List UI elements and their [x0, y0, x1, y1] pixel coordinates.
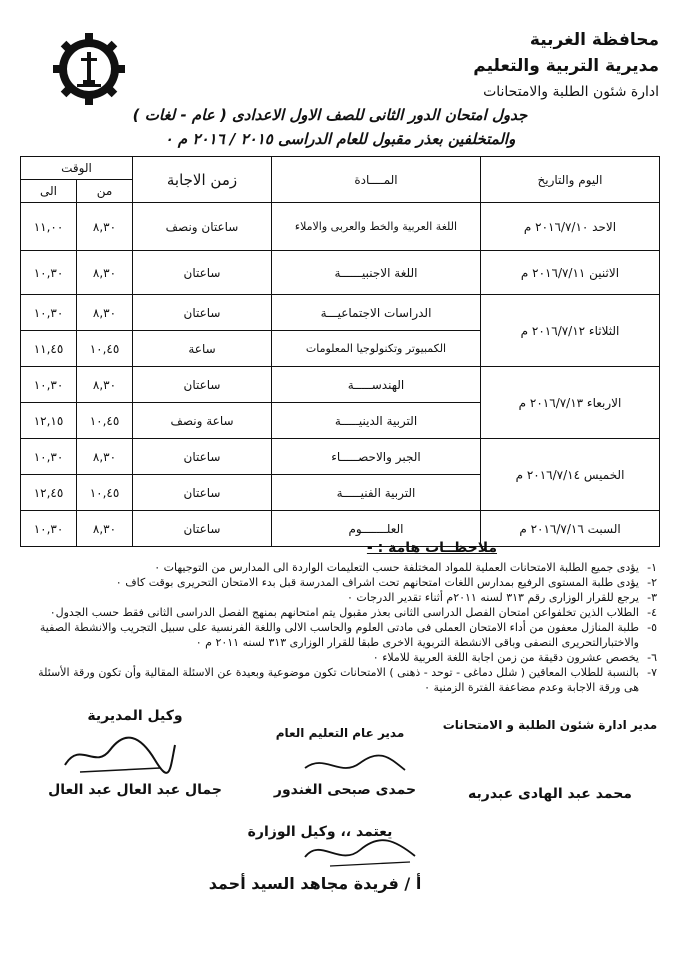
administration-name: ادارة شئون الطلبة والامتحانات	[483, 84, 659, 100]
schedule-title-line2: والمتخلفين بعذر مقبول للعام الدراسى ٢٠١٥ / ٢٠١٦ م ٠	[164, 130, 516, 148]
cell-day: الخميس ٢٠١٦/٧/١٤ م	[481, 439, 660, 511]
cell-day: السبت ٢٠١٦/٧/١٦ م	[481, 511, 660, 547]
note-item: والاختبارالتحريرى النصفى وباقى الانشطة التربوية الاخرى طبقا للقرار الوزارى ٣١٣ لسنه ٢٠١١ م ٠	[195, 636, 639, 649]
note-item: ٥-طلبة المنازل معفون من أداء الامتحان العملى فى مادتى العلوم والحاسب الالى واللغة الفرنسية على سبيل التجريب والانشطة الصفية	[39, 621, 657, 634]
signature-title-student-affairs: مدير ادارة شئون الطلبة و الامتحانات	[442, 718, 658, 732]
header-day-date: اليوم والتاريخ	[481, 157, 660, 203]
note-item: ٢-يؤدى طلبة المستوى الرفيع بمدارس اللغات امتحانهم تحت اشراف المدرسة قبل بدء الامتحان التحريرى بوقت كاف ٠	[115, 576, 657, 589]
note-item: ٣-يرجع للقرار الوزارى رقم ٣١٣ لسنه ٢٠١١م أثناء تقدير الدرجات ٠	[346, 591, 657, 604]
table-row	[21, 511, 660, 547]
note-item: ٦-يخصص عشرون دقيقة من زمن اجابة اللغة العربية للاملاء ٠	[372, 651, 657, 664]
cell-from: ٨,٣٠	[77, 203, 133, 251]
cell-day: الثلاثاء ٢٠١٦/٧/١٢ م	[481, 295, 660, 367]
note-item: هى ورقة الاجابة وعدم مضاعفة الفترة الزمنية ٠	[424, 681, 639, 694]
signature-name-deputy-directorate: جمال عبد العال عبد العال	[48, 782, 222, 798]
notes-title: ملاحظــات هامة : -	[366, 540, 497, 556]
cell-subject: اللغة العربية والخط والعربى والاملاء	[272, 203, 481, 251]
cell-duration: ساعتان	[133, 475, 272, 511]
cell-from: ٨,٣٠	[77, 367, 133, 403]
cell-subject: اللغة الاجنبيــــــة	[272, 251, 481, 295]
table-row	[21, 203, 660, 251]
cell-to: ١١,٠٠	[21, 203, 77, 251]
header-time: الوقت	[21, 157, 133, 180]
header-subject: المــــادة	[272, 157, 481, 203]
schedule-title-line1: جدول امتحان الدور الثانى للصف الاول الاعدادى ( عام - لغات )	[132, 106, 528, 124]
cell-subject: الدراسات الاجتماعيـــة	[272, 295, 481, 331]
cell-from: ٨,٣٠	[77, 251, 133, 295]
cell-duration: ساعتان	[133, 439, 272, 475]
cell-duration: ساعتان	[133, 511, 272, 547]
table-row	[21, 439, 660, 475]
note-item: ٧-بالنسبة للطلاب المعاقين ( شلل دماغى - توحد - ذهنى ) الامتحانات تكون موضوعية وبعيدة عن الاسئلة المقالية وأن تكون ورقة الأسئلة	[38, 666, 657, 679]
note-item: ٤-الطلاب الذين تخلفواعن امتحان الفصل الدراسى الثانى بعذر مقبول يتم امتحانهم بمنهج الفصل الدراسى الثانى فقط حسب الجدول٠	[49, 606, 657, 619]
cell-day: الاحد ٢٠١٦/٧/١٠ م	[481, 203, 660, 251]
approval-title: يعتمد ،، وكيل الوزارة	[247, 824, 393, 840]
cell-subject: العلـــــــوم	[272, 511, 481, 547]
cell-to: ١٠,٣٠	[21, 511, 77, 547]
signature-name-general-director: حمدى صبحى الغندور	[273, 782, 417, 798]
handwritten-signature-middle	[300, 748, 410, 782]
cell-from: ١٠,٤٥	[77, 475, 133, 511]
governorate-name: محافظة الغربية	[529, 30, 659, 50]
header-duration: زمن الاجابة	[133, 157, 272, 203]
cell-day: الاثنين ٢٠١٦/٧/١١ م	[481, 251, 660, 295]
cell-from: ١٠,٤٥	[77, 403, 133, 439]
cell-from: ٨,٣٠	[77, 439, 133, 475]
cell-to: ١٠,٣٠	[21, 367, 77, 403]
cell-from: ٨,٣٠	[77, 295, 133, 331]
cell-subject: الجبر والاحصـــــاء	[272, 439, 481, 475]
handwritten-signature-right	[60, 730, 180, 780]
cell-subject: التربية الفنيـــــة	[272, 475, 481, 511]
ministry-gear-logo	[52, 32, 126, 106]
cell-to: ١٢,١٥	[21, 403, 77, 439]
header-to: الى	[21, 180, 77, 203]
cell-to: ١٠,٣٠	[21, 439, 77, 475]
cell-duration: ساعة ونصف	[133, 403, 272, 439]
cell-to: ١١,٤٥	[21, 331, 77, 367]
approval-name: أ / فريدة مجاهد السيد أحمد	[208, 874, 422, 893]
table-row	[21, 251, 660, 295]
notes-list	[17, 560, 657, 695]
cell-subject: الهندســـــة	[272, 367, 481, 403]
cell-to: ١٠,٣٠	[21, 251, 77, 295]
signature-title-deputy-directorate: وكيل المديرية	[87, 708, 183, 724]
exam-schedule-table	[20, 156, 660, 547]
cell-duration: ساعة	[133, 331, 272, 367]
header-from: من	[77, 180, 133, 203]
cell-duration: ساعتان	[133, 367, 272, 403]
note-item: ١-يؤدى جميع الطلبة الامتحانات العملية للمواد المختلفة حسب التعليمات الواردة الى المدارس من التوجيهات ٠	[154, 561, 657, 574]
signature-title-general-director: مدير عام التعليم العام	[275, 726, 405, 740]
cell-from: ١٠,٤٥	[77, 331, 133, 367]
signature-name-student-affairs: محمد عبد الهادى عبدربه	[468, 786, 632, 802]
cell-duration: ساعتان	[133, 251, 272, 295]
cell-duration: ساعتان	[133, 295, 272, 331]
table-row	[21, 367, 660, 403]
cell-duration: ساعتان ونصف	[133, 203, 272, 251]
cell-day: الاربعاء ٢٠١٦/٧/١٣ م	[481, 367, 660, 439]
directorate-name: مديرية التربية والتعليم	[473, 56, 659, 76]
cell-to: ١٠,٣٠	[21, 295, 77, 331]
cell-subject: الكمبيوتر وتكنولوجيا المعلومات	[272, 331, 481, 367]
cell-subject: التربية الدينيـــــة	[272, 403, 481, 439]
cell-from: ٨,٣٠	[77, 511, 133, 547]
cell-to: ١٢,٤٥	[21, 475, 77, 511]
table-row	[21, 295, 660, 331]
